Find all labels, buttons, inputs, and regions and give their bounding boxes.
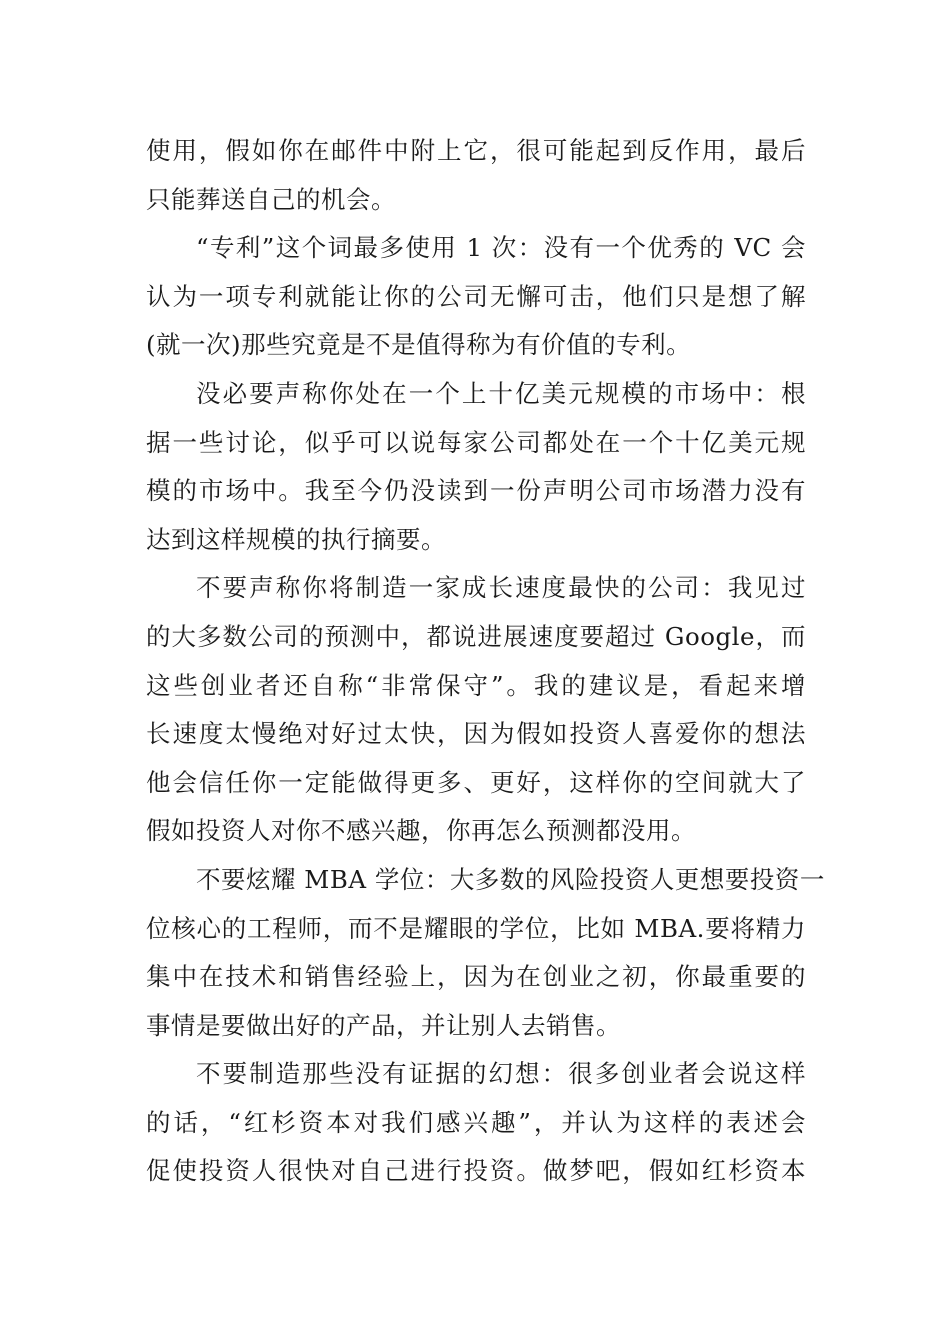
text-line: 达到这样规模的执行摘要。	[146, 524, 446, 554]
text-line: 他会信任你一定能做得更多、更好，这样你的空间就大了	[146, 767, 806, 797]
text-line: 集中在技术和销售经验上，因为在创业之初，你最重要的	[146, 962, 806, 992]
text-line: 不要制造那些没有证据的幻想：很多创业者会说这样	[196, 1059, 806, 1089]
text-line: 据一些讨论，似乎可以说每家公司都处在一个十亿美元规	[146, 427, 806, 457]
text-line: (就一次)那些究竟是不是值得称为有价值的专利。	[146, 330, 692, 360]
text-line: 不要声称你将制造一家成长速度最快的公司：我见过	[196, 573, 806, 603]
text-line: 长速度太慢绝对好过太快，因为假如投资人喜爱你的想法	[146, 719, 806, 749]
text-line: “专利”这个词最多使用 1 次：没有一个优秀的 VC 会	[196, 233, 806, 263]
text-line: 使用，假如你在邮件中附上它，很可能起到反作用，最后	[146, 136, 806, 165]
text-line: 的大多数公司的预测中，都说进展速度要超过 Google，而	[146, 621, 806, 651]
text-line: 不要炫耀 MBA 学位：大多数的风险投资人更想要投资一	[196, 864, 825, 894]
document-body	[146, 127, 825, 1196]
text-line: 位核心的工程师，而不是耀眼的学位，比如 MBA.要将精力	[146, 913, 806, 943]
text-line: 只能葬送自己的机会。	[146, 184, 396, 214]
text-line: 假如投资人对你不感兴趣，你再怎么预测都没用。	[146, 816, 696, 846]
text-line: 促使投资人很快对自己进行投资。做梦吧，假如红杉资本	[146, 1156, 806, 1186]
text-line: 的话，“红杉资本对我们感兴趣”，并认为这样的表述会	[146, 1107, 806, 1137]
text-line: 模的市场中。我至今仍没读到一份声明公司市场潜力没有	[146, 476, 806, 506]
text-line: 事情是要做出好的产品，并让别人去销售。	[146, 1010, 621, 1040]
text-line: 没必要声称你处在一个上十亿美元规模的市场中：根	[196, 378, 806, 408]
text-line: 这些创业者还自称“非常保守”。我的建议是，看起来增	[146, 670, 806, 700]
text-line: 认为一项专利就能让你的公司无懈可击，他们只是想了解	[146, 281, 806, 311]
